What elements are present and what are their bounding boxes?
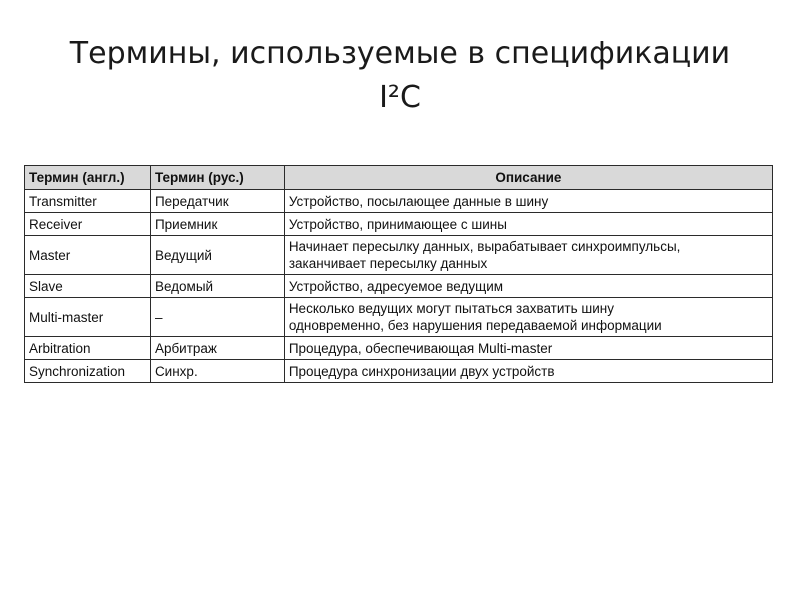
table-row: [25, 360, 773, 383]
description-line: Устройство, адресуемое ведущим: [288, 278, 504, 294]
cell-term-en: Multi-master: [25, 298, 151, 337]
description-line: одновременно, без нарушения передаваемой информации: [288, 318, 662, 333]
header-term-en: Термин (англ.): [25, 166, 151, 190]
cell-term-en: Receiver: [25, 213, 151, 236]
description-line: Несколько ведущих могут пытаться захватить шину: [288, 301, 614, 316]
table-row: [25, 236, 773, 275]
cell-description: [284, 275, 772, 298]
table-row: [25, 275, 773, 298]
description-line: заканчивает пересылку данных: [288, 256, 488, 271]
cell-term-en: Synchronization: [25, 360, 151, 383]
description-line: Процедура, обеспечивающая Multi-master: [288, 340, 553, 356]
cell-description: [284, 213, 772, 236]
header-description: Описание: [284, 166, 772, 190]
cell-term-en: Slave: [25, 275, 151, 298]
cell-description: [284, 360, 772, 383]
cell-term-ru: –: [150, 298, 284, 337]
table-row: [25, 337, 773, 360]
description-line: Устройство, принимающее с шины: [288, 216, 507, 232]
cell-term-ru: Ведомый: [150, 275, 284, 298]
table-row: [25, 190, 773, 213]
slide-title-line-1: Термины, используемые в спецификации: [69, 36, 731, 71]
terms-table: [24, 165, 773, 383]
table-row: [25, 298, 773, 337]
cell-term-en: Arbitration: [25, 337, 151, 360]
description-line: Устройство, посылающее данные в шину: [288, 193, 549, 209]
description-line: Начинает пересылку данных, вырабатывает синхроимпульсы,: [288, 239, 681, 254]
cell-term-ru: Передатчик: [150, 190, 284, 213]
terms-table-body: [25, 190, 773, 383]
header-row: [25, 166, 773, 190]
slide-title-line-2: I²C: [379, 80, 421, 115]
cell-term-ru: Приемник: [150, 213, 284, 236]
cell-description: [284, 298, 772, 337]
cell-term-ru: Ведущий: [150, 236, 284, 275]
slide-title: [0, 32, 800, 120]
description-line: Процедура синхронизации двух устройств: [288, 363, 555, 379]
cell-term-ru: Арбитраж: [150, 337, 284, 360]
cell-term-en: Transmitter: [25, 190, 151, 213]
cell-term-en: Master: [25, 236, 151, 275]
table-row: [25, 213, 773, 236]
cell-description: [284, 190, 772, 213]
cell-description: [284, 236, 772, 275]
header-term-ru: Термин (рус.): [150, 166, 284, 190]
cell-term-ru: Синхр.: [150, 360, 284, 383]
terms-table-header: [25, 166, 773, 190]
cell-description: [284, 337, 772, 360]
